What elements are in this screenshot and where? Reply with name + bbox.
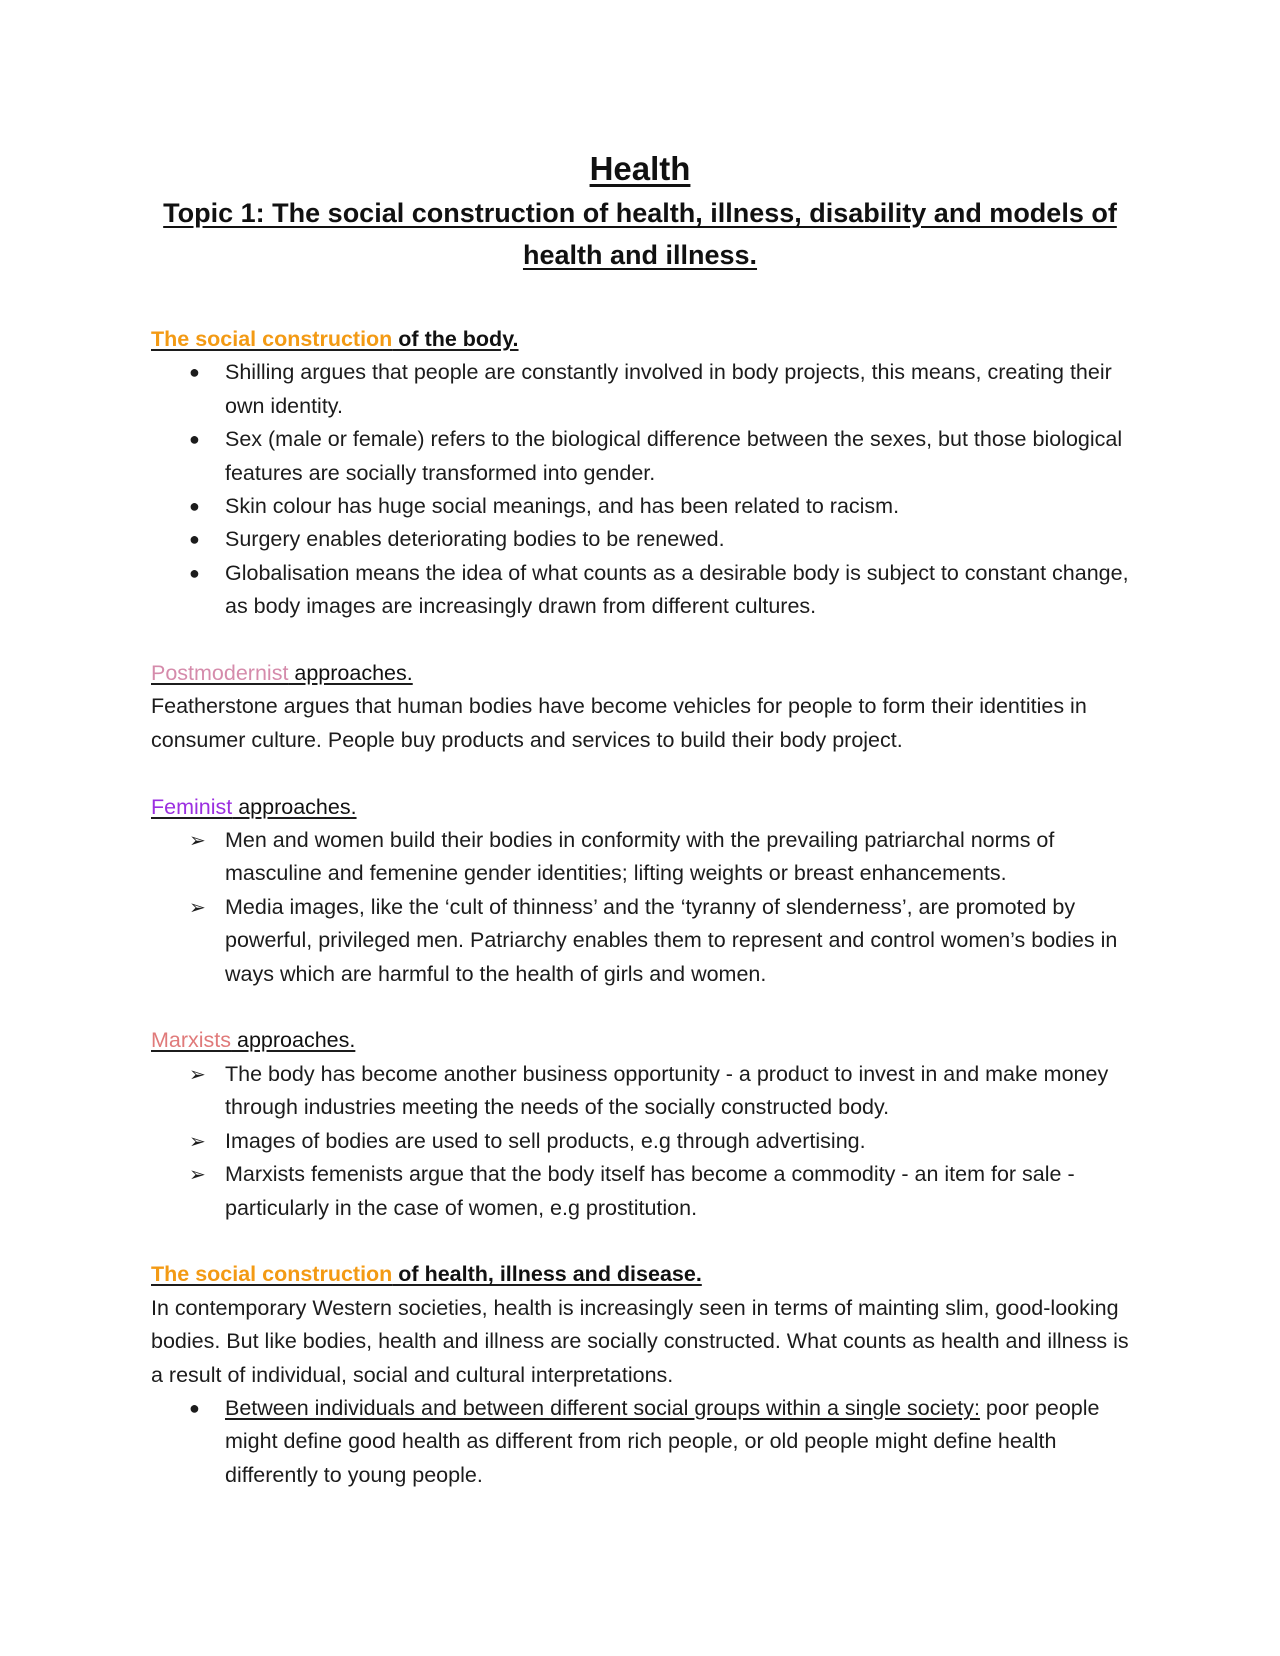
arrow-bullet-icon: ➢ [189, 1128, 206, 1153]
document-body [151, 323, 1141, 1492]
list-item-text: Sex (male or female) refers to the biological difference between the sexes, but those biological features are socially transformed into gender. [225, 427, 1123, 485]
bullet-dot-icon: ● [189, 529, 200, 550]
list-item [151, 1058, 1141, 1125]
list-item-text: The body has become another business opportunity - a product to invest in and make money through industries meeting the needs of the socially constructed body. [225, 1061, 1109, 1120]
health-illness-bullet-list [151, 1392, 1141, 1492]
list-item-underlined-text: Between individuals and between different social groups within a single society: [225, 1395, 980, 1420]
heading-rest-text: of health, illness and disease. [392, 1262, 702, 1287]
heading-rest-text: of the body. [392, 327, 519, 351]
bullet-dot-icon: ● [189, 496, 200, 517]
list-item-text: Men and women build their bodies in conformity with the prevailing patriarchal norms of masculine and femenine gender identities; lifting weights or breast enhancements. [225, 828, 1055, 886]
feminist-bullet-list [151, 824, 1141, 991]
body-bullet-list [151, 356, 1141, 623]
section-heading-health-illness [151, 1258, 1141, 1291]
title-block [150, 148, 1130, 276]
heading-rest-text: approaches. [232, 794, 357, 819]
list-item [151, 1158, 1141, 1225]
heading-colored-text: Marxists [151, 1028, 232, 1053]
list-item [151, 891, 1141, 991]
marxists-bullet-list [151, 1058, 1141, 1225]
list-item-text: Shilling argues that people are constantly involved in body projects, this means, creating their own identity. [225, 360, 1112, 418]
list-item-text: Media images, like the ‘cult of thinness’ and the ‘tyranny of slenderness’, are promoted by powerful, privileged men. Patriarchy enables them to represent and control women’s bodies in ways which are harmful to the health of girls and women. [225, 894, 1118, 986]
list-item-text: Globalisation means the idea of what counts as a desirable body is subject to constant change, as body images are increasingly drawn from different cultures. [225, 560, 1129, 619]
list-item-text: poor people might define good health as different from rich people, or old people might define health differently to young people. [225, 1395, 1100, 1487]
heading-colored-text: The social construction [151, 327, 393, 351]
postmodernist-paragraph: Featherstone argues that human bodies have become vehicles for people to form their identities in consumer culture. People buy products and services to build their body project. [151, 694, 1087, 752]
bullet-dot-icon: ● [189, 429, 200, 450]
section-heading-postmodernist [151, 657, 1141, 690]
heading-colored-text: Feminist [151, 794, 233, 819]
list-item [151, 523, 1141, 556]
list-item [151, 490, 1141, 523]
arrow-bullet-icon: ➢ [189, 828, 206, 853]
section-heading-body [151, 323, 1141, 356]
bullet-dot-icon: ● [189, 1397, 200, 1418]
bullet-dot-icon: ● [189, 562, 200, 583]
heading-rest-text: approaches. [288, 661, 413, 686]
list-item-text: Marxists femenists argue that the body itself has become a commodity - an item for sale - particularly in the case of women, e.g prostitution. [225, 1162, 1075, 1220]
arrow-bullet-icon: ➢ [189, 894, 206, 919]
page-subtitle: Topic 1: The social construction of health, illness, disability and models of health and illness. [163, 198, 1117, 270]
heading-rest-text: approaches. [231, 1028, 356, 1053]
arrow-bullet-icon: ➢ [189, 1162, 206, 1187]
page-title: Health [589, 150, 691, 187]
list-item-text: Images of bodies are used to sell products, e.g through advertising. [225, 1128, 866, 1153]
list-item [151, 824, 1141, 891]
heading-colored-text: The social construction [151, 1262, 393, 1287]
section-heading-feminist [151, 791, 1141, 824]
bullet-dot-icon: ● [189, 362, 200, 383]
list-item-text: Skin colour has huge social meanings, and has been related to racism. [225, 494, 900, 519]
list-item [151, 557, 1141, 624]
list-item [151, 356, 1141, 423]
health-illness-paragraph: In contemporary Western societies, health is increasingly seen in terms of mainting slim, good-looking bodies. But like bodies, health and illness are socially constructed. What counts as health and illness is a result of individual, social and cultural interpretations. [151, 1295, 1129, 1387]
section-heading-marxists [151, 1024, 1141, 1057]
list-item [151, 1392, 1141, 1492]
arrow-bullet-icon: ➢ [189, 1061, 206, 1086]
list-item-text: Surgery enables deteriorating bodies to be renewed. [225, 527, 725, 552]
heading-colored-text: Postmodernist [151, 661, 289, 686]
list-item [151, 423, 1141, 490]
list-item [151, 1125, 1141, 1158]
